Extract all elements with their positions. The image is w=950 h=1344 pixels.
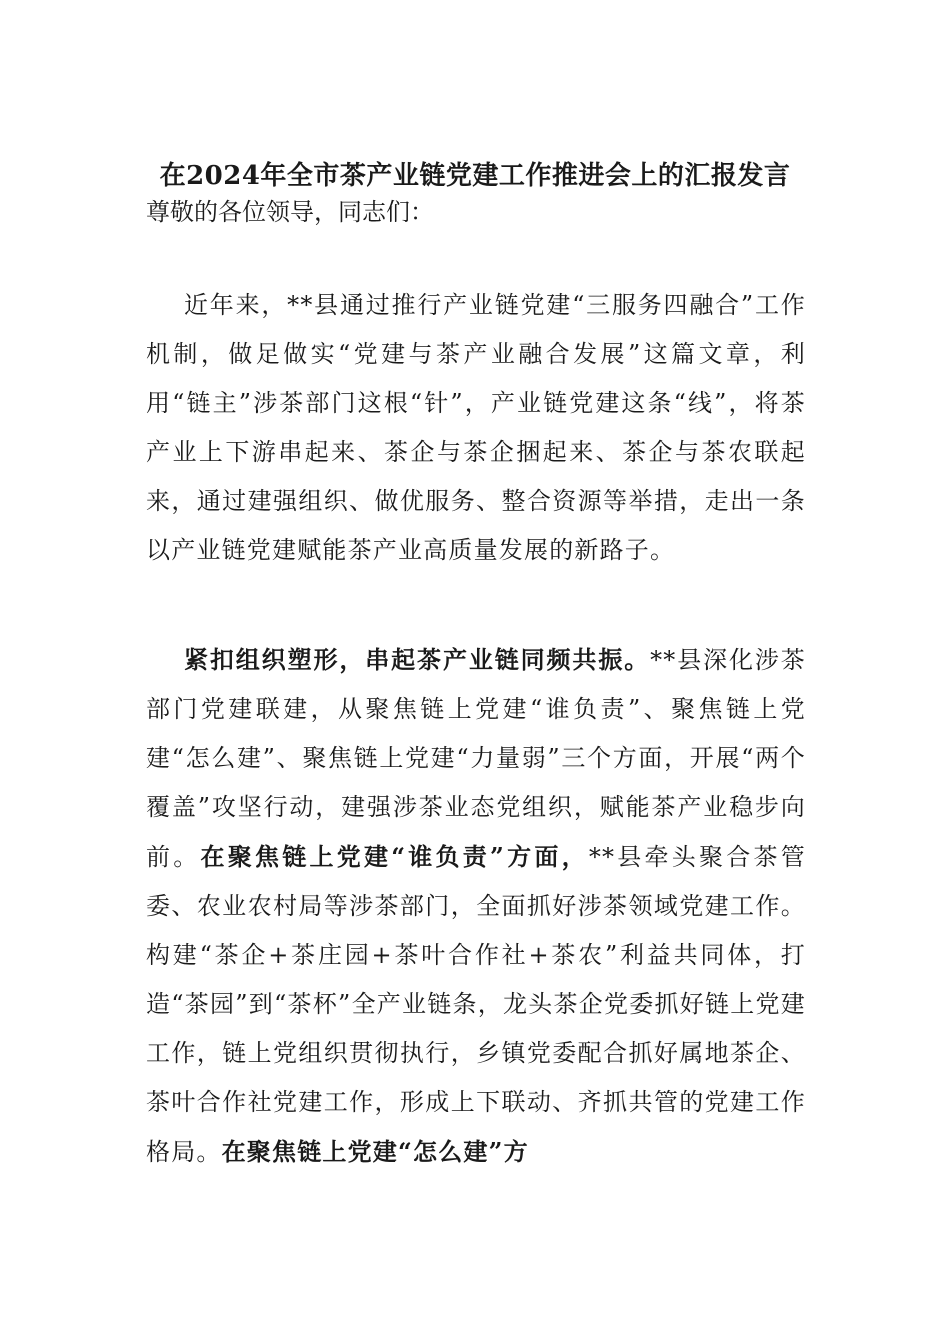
salutation: 尊敬的各位领导，同志们： <box>146 198 434 226</box>
document-title: 在2024年全市茶产业链党建工作推进会上的汇报发言 <box>159 161 791 191</box>
section-heading: 紧扣组织塑形，串起茶产业链同频共振。 <box>184 645 651 674</box>
paragraph-organization <box>146 635 806 1177</box>
subsection-heading: 在聚焦链上党建“谁负责”方面， <box>200 842 589 871</box>
subsection-heading: 在聚焦链上党建“怎么建”方 <box>221 1137 529 1166</box>
paragraph-text: 近年来，**县通过推行产业链党建“三服务四融合”工作机制，做足做实“党建与茶产业融合发展”这篇文章，利用“链主”涉茶部门这根“针”，产业链党建这条“线”，将茶产业上下游串起来、茶企与茶企捆起来、茶企与茶农联起来，通过建强组织、做优服务、整合资源等举措，走出一条以产业链党建赋能茶产业高质量发展的新路子。 <box>146 291 806 564</box>
paragraph-intro <box>146 281 806 575</box>
paragraph-text: **县牵头聚合茶管委、农业农村局等涉茶部门，全面抓好涉茶领域党建工作。构建“茶企+茶庄园+茶叶合作社+茶农”利益共同体，打造“茶园”到“茶杯”全产业链条，龙头茶企党委抓好链上党建工作，链上党组织贯彻执行，乡镇党委配合抓好属地茶企、茶叶合作社党建工作，形成上下联动、齐抓共管的党建工作格局。 <box>146 843 806 1166</box>
paragraph-text: **县深化涉茶部门党建联建，从聚焦链上党建“谁负责”、聚焦链上党建“怎么建”、聚焦链上党建“力量弱”三个方面，开展“两个覆盖”攻坚行动，建强涉茶业态党组织，赋能茶产业稳步向前。 <box>146 646 806 871</box>
